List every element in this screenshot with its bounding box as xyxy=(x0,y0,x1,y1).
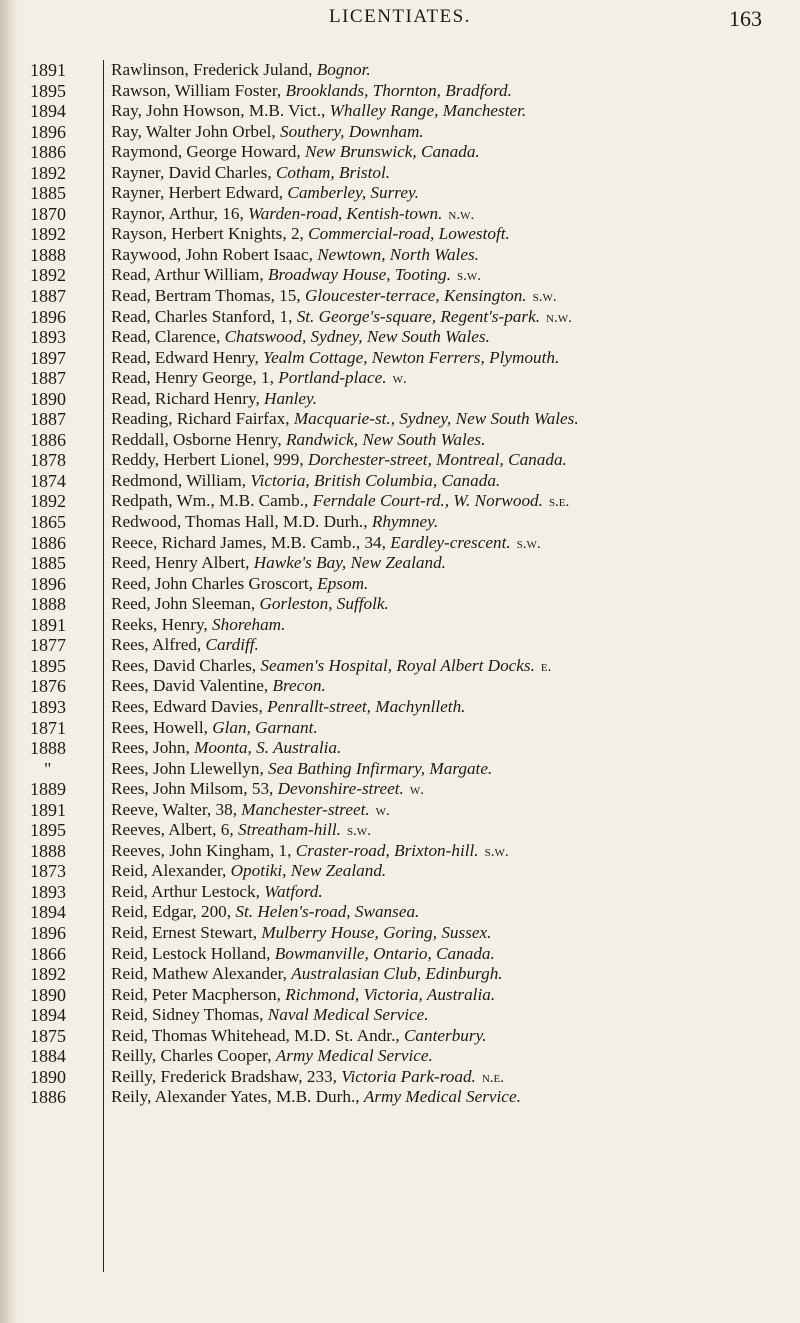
entry-address: Victoria, British Columbia, Canada. xyxy=(250,470,501,490)
list-item xyxy=(0,1046,800,1067)
entry-name: Reddall, Osborne Henry, xyxy=(111,429,287,449)
entry-text xyxy=(111,224,789,246)
entry-year: 1873 xyxy=(30,861,66,882)
entry-name: Redwood, Thomas Hall, M.D. Durh., xyxy=(111,512,372,532)
entry-postal-district: n.w. xyxy=(546,309,572,326)
entry-address: Ferndale Court-rd., W. Norwood. xyxy=(312,491,543,511)
entry-year: 1896 xyxy=(30,922,66,943)
entry-name: Reeve, Walter, 38, xyxy=(111,799,242,819)
entry-year: 1892 xyxy=(30,491,66,512)
list-item xyxy=(0,615,800,636)
entry-text xyxy=(111,676,789,698)
entry-text xyxy=(111,327,789,349)
entry-address: Randwick, New South Wales. xyxy=(286,429,486,449)
entry-text xyxy=(111,101,789,123)
list-item xyxy=(0,512,800,533)
entry-text xyxy=(111,944,789,966)
entry-text xyxy=(111,163,789,185)
list-item xyxy=(0,841,800,862)
entry-text xyxy=(111,1067,789,1089)
entry-text xyxy=(111,512,789,534)
entry-year: 1887 xyxy=(30,286,66,307)
entry-text xyxy=(111,307,789,329)
entry-year: " xyxy=(44,758,52,779)
entry-text xyxy=(111,286,789,308)
entry-text xyxy=(111,245,789,267)
entry-text xyxy=(111,615,789,637)
list-item xyxy=(0,101,800,122)
entry-text xyxy=(111,841,789,863)
entry-name: Read, Arthur William, xyxy=(111,265,268,285)
entry-address: Mulberry House, Goring, Sussex. xyxy=(261,922,492,942)
entry-text xyxy=(111,985,789,1007)
entry-address: Army Medical Service. xyxy=(363,1087,521,1107)
entry-text xyxy=(111,882,789,904)
entry-address: Canterbury. xyxy=(403,1025,487,1045)
list-item xyxy=(0,779,800,800)
list-item xyxy=(0,307,800,328)
list-item xyxy=(0,800,800,821)
list-item xyxy=(0,122,800,143)
entry-year: 1894 xyxy=(30,1005,66,1026)
entry-year: 1886 xyxy=(30,429,66,450)
entry-name: Reed, Henry Albert, xyxy=(111,553,254,573)
entry-address: Naval Medical Service. xyxy=(267,1005,429,1025)
entry-address: Craster-road, Brixton-hill. xyxy=(295,840,479,860)
entry-year: 1893 xyxy=(30,696,66,717)
entry-name: Raynor, Arthur, 16, xyxy=(111,203,249,223)
list-item xyxy=(0,471,800,492)
entry-postal-district: e. xyxy=(540,658,552,675)
entry-year: 1886 xyxy=(30,1087,66,1108)
entry-address: Shoreham. xyxy=(212,614,286,634)
entry-name: Read, Bertram Thomas, 15, xyxy=(111,286,305,306)
entry-name: Rees, David Charles, xyxy=(111,655,261,675)
entry-name: Reid, Ernest Stewart, xyxy=(111,922,262,942)
entry-address: Gorleston, Suffolk. xyxy=(259,594,389,614)
entry-name: Reid, Sidney Thomas, xyxy=(111,1005,268,1025)
entry-address: Streatham-hill. xyxy=(237,820,341,840)
entry-address: Warden-road, Kentish-town. xyxy=(248,203,443,223)
entry-text xyxy=(111,60,789,82)
list-item xyxy=(0,656,800,677)
entry-year: 1892 xyxy=(30,964,66,985)
entry-year: 1892 xyxy=(30,224,66,245)
entry-text xyxy=(111,718,789,740)
entry-address: New Brunswick, Canada. xyxy=(304,142,480,162)
entry-text xyxy=(111,368,789,390)
running-title: LICENTIATES. xyxy=(328,6,471,27)
entry-text xyxy=(111,1087,789,1109)
entry-text xyxy=(111,183,789,205)
entry-text xyxy=(111,533,789,555)
entry-address: Macquarie-st., Sydney, New South Wales. xyxy=(293,409,579,429)
entry-address: Seamen's Hospital, Royal Albert Docks. xyxy=(260,655,535,675)
entry-text xyxy=(111,1026,789,1048)
list-item xyxy=(0,430,800,451)
entry-address: Brooklands, Thornton, Bradford. xyxy=(285,80,512,100)
entry-name: Rees, John Milsom, 53, xyxy=(111,779,278,799)
list-item xyxy=(0,163,800,184)
entry-address: Gloucester-terrace, Kensington. xyxy=(304,286,527,306)
entry-postal-district: s.w. xyxy=(516,535,541,552)
list-item xyxy=(0,1087,800,1108)
entry-year: 1870 xyxy=(30,203,66,224)
entry-address: Hanley. xyxy=(264,388,318,408)
entry-address: Southery, Downham. xyxy=(280,121,424,141)
entry-address: Richmond, Victoria, Australia. xyxy=(285,984,496,1004)
entry-name: Reeks, Henry, xyxy=(111,614,213,634)
entry-year: 1888 xyxy=(30,840,66,861)
entry-year: 1876 xyxy=(30,676,66,697)
entry-year: 1894 xyxy=(30,902,66,923)
entry-text xyxy=(111,923,789,945)
entry-year: 1875 xyxy=(30,1025,66,1046)
entry-text xyxy=(111,348,789,370)
entry-year: 1886 xyxy=(30,532,66,553)
entry-name: Reeves, Albert, 6, xyxy=(111,820,238,840)
entry-year: 1887 xyxy=(30,409,66,430)
entry-postal-district: w. xyxy=(375,802,390,819)
entry-text xyxy=(111,902,789,924)
entry-postal-district: s.w. xyxy=(457,268,482,285)
entry-address: Rhymney. xyxy=(371,512,439,532)
entry-address: Army Medical Service. xyxy=(275,1046,433,1066)
entry-text xyxy=(111,594,789,616)
entry-name: Reilly, Charles Cooper, xyxy=(111,1046,276,1066)
list-item xyxy=(0,265,800,286)
entry-address: Penrallt-street, Machynlleth. xyxy=(267,696,466,716)
entry-year: 1895 xyxy=(30,820,66,841)
entry-name: Reeves, John Kingham, 1, xyxy=(111,840,296,860)
entry-name: Reid, Lestock Holland, xyxy=(111,943,275,963)
entry-name: Reid, Arthur Lestock, xyxy=(111,881,265,901)
entry-year: 1891 xyxy=(30,614,66,635)
entry-text xyxy=(111,389,789,411)
entry-address: St. George's-square, Regent's-park. xyxy=(296,306,540,326)
entry-year: 1888 xyxy=(30,738,66,759)
list-item xyxy=(0,718,800,739)
entry-text xyxy=(111,635,789,657)
entry-name: Rees, John Llewellyn, xyxy=(111,758,269,778)
list-item xyxy=(0,923,800,944)
entry-text xyxy=(111,759,789,781)
entry-name: Read, Edward Henry, xyxy=(111,347,264,367)
entry-text xyxy=(111,1005,789,1027)
entry-year: 1892 xyxy=(30,265,66,286)
entry-address: Manchester-street. xyxy=(241,799,370,819)
entry-address: Devonshire-street. xyxy=(277,779,404,799)
entry-name: Rawlinson, Frederick Juland, xyxy=(111,60,317,79)
entry-year: 1886 xyxy=(30,142,66,163)
entry-year: 1896 xyxy=(30,306,66,327)
entry-address: Opotiki, New Zealand. xyxy=(230,861,387,881)
entry-postal-district: s.w. xyxy=(532,289,557,306)
entry-name: Rees, Howell, xyxy=(111,717,213,737)
entry-year: 1895 xyxy=(30,80,66,101)
entry-text xyxy=(111,430,789,452)
entry-text xyxy=(111,964,789,986)
list-item xyxy=(0,60,800,81)
entry-year: 1890 xyxy=(30,984,66,1005)
list-item xyxy=(0,224,800,245)
entry-address: Brecon. xyxy=(272,676,326,696)
list-item xyxy=(0,327,800,348)
entry-name: Rayson, Herbert Knights, 2, xyxy=(111,224,309,244)
entry-address: Yealm Cottage, Newton Ferrers, Plymouth. xyxy=(263,347,560,367)
entry-text xyxy=(111,265,789,287)
entry-text xyxy=(111,861,789,883)
entry-address: Whalley Range, Manchester. xyxy=(329,101,527,121)
entry-year: 1874 xyxy=(30,470,66,491)
entry-year: 1892 xyxy=(30,162,66,183)
entry-address: Moonta, S. Australia. xyxy=(194,738,342,758)
entry-address: Newtown, North Wales. xyxy=(317,244,479,264)
list-item xyxy=(0,1067,800,1088)
entry-name: Rayner, David Charles, xyxy=(111,162,276,182)
entry-year: 1885 xyxy=(30,553,66,574)
entry-year: 1891 xyxy=(30,799,66,820)
entry-name: Reid, Edgar, 200, xyxy=(111,902,236,922)
entry-year: 1888 xyxy=(30,594,66,615)
list-item xyxy=(0,245,800,266)
entry-year: 1894 xyxy=(30,101,66,122)
entry-year: 1878 xyxy=(30,450,66,471)
entry-name: Reed, John Sleeman, xyxy=(111,594,260,614)
list-item xyxy=(0,81,800,102)
entry-text xyxy=(111,450,789,472)
entry-year: 1890 xyxy=(30,388,66,409)
entry-name: Rees, David Valentine, xyxy=(111,676,273,696)
entry-name: Read, Charles Stanford, 1, xyxy=(111,306,297,326)
entry-year: 1896 xyxy=(30,121,66,142)
entry-name: Reading, Richard Fairfax, xyxy=(111,409,294,429)
entry-year: 1884 xyxy=(30,1046,66,1067)
page-number: 163 xyxy=(729,6,762,31)
entry-postal-district: s.e. xyxy=(548,494,570,511)
list-item xyxy=(0,553,800,574)
entry-text xyxy=(111,491,789,513)
entry-text xyxy=(111,800,789,822)
entry-name: Read, Richard Henry, xyxy=(111,388,265,408)
entry-year: 1893 xyxy=(30,327,66,348)
entry-name: Rawson, William Foster, xyxy=(111,80,286,100)
entry-year: 1887 xyxy=(30,368,66,389)
entry-year: 1877 xyxy=(30,635,66,656)
entry-name: Read, Henry George, 1, xyxy=(111,368,279,388)
entry-postal-district: s.w. xyxy=(346,823,371,840)
entry-address: Sea Bathing Infirmary, Margate. xyxy=(268,758,493,778)
entry-address: Cotham, Bristol. xyxy=(275,162,391,182)
list-item xyxy=(0,409,800,430)
entry-name: Reid, Peter Macpherson, xyxy=(111,984,286,1004)
entry-text xyxy=(111,122,789,144)
entry-address: St. Helen's-road, Swansea. xyxy=(235,902,420,922)
list-item xyxy=(0,348,800,369)
entry-year: 1897 xyxy=(30,347,66,368)
entry-name: Rees, Edward Davies, xyxy=(111,696,268,716)
entry-text xyxy=(111,697,789,719)
entry-year: 1889 xyxy=(30,779,66,800)
licentiates-list xyxy=(0,60,800,1108)
entry-address: Camberley, Surrey. xyxy=(287,183,419,203)
entry-name: Raymond, George Howard, xyxy=(111,142,305,162)
entry-text xyxy=(111,81,789,103)
entry-address: Australasian Club, Edinburgh. xyxy=(291,964,503,984)
entry-address: Commercial-road, Lowestoft. xyxy=(308,224,510,244)
list-item xyxy=(0,204,800,225)
entry-address: Broadway House, Tooting. xyxy=(268,265,452,285)
entry-address: Victoria Park-road. xyxy=(341,1066,476,1086)
entry-text xyxy=(111,553,789,575)
entry-address: Cardiff. xyxy=(205,635,259,655)
entry-address: Eardley-crescent. xyxy=(390,532,511,552)
entry-name: Ray, Walter John Orbel, xyxy=(111,121,281,141)
entry-year: 1890 xyxy=(30,1066,66,1087)
entry-address: Bognor. xyxy=(316,60,371,79)
entry-address: Chatswood, Sydney, New South Wales. xyxy=(224,327,490,347)
entry-text xyxy=(111,820,789,842)
entry-year: 1888 xyxy=(30,244,66,265)
entry-name: Raywood, John Robert Isaac, xyxy=(111,244,318,264)
entry-text xyxy=(111,409,789,431)
list-item xyxy=(0,882,800,903)
entry-name: Redmond, William, xyxy=(111,470,251,490)
entry-address: Portland-place. xyxy=(278,368,387,388)
list-item xyxy=(0,533,800,554)
entry-name: Reed, John Charles Groscort, xyxy=(111,573,318,593)
list-item xyxy=(0,491,800,512)
entry-name: Read, Clarence, xyxy=(111,327,225,347)
list-item xyxy=(0,574,800,595)
entry-text xyxy=(111,1046,789,1068)
list-item xyxy=(0,635,800,656)
entry-text xyxy=(111,779,789,801)
list-item xyxy=(0,676,800,697)
list-item xyxy=(0,697,800,718)
entry-year: 1865 xyxy=(30,512,66,533)
entry-text xyxy=(111,656,789,678)
entry-text xyxy=(111,204,789,226)
entry-name: Ray, John Howson, M.B. Vict., xyxy=(111,101,330,121)
list-item xyxy=(0,944,800,965)
entry-postal-district: w. xyxy=(392,371,407,388)
entry-address: Dorchester-street, Montreal, Canada. xyxy=(307,450,567,470)
entry-name: Rayner, Herbert Edward, xyxy=(111,183,288,203)
entry-year: 1871 xyxy=(30,717,66,738)
entry-text xyxy=(111,574,789,596)
entry-address: Hawke's Bay, New Zealand. xyxy=(253,553,446,573)
list-item xyxy=(0,286,800,307)
entry-year: 1891 xyxy=(30,60,66,80)
entry-name: Reddy, Herbert Lionel, 999, xyxy=(111,450,308,470)
list-item xyxy=(0,594,800,615)
list-item xyxy=(0,738,800,759)
entry-year: 1895 xyxy=(30,655,66,676)
entry-name: Reilly, Frederick Bradshaw, 233, xyxy=(111,1066,342,1086)
entry-text xyxy=(111,142,789,164)
entry-address: Bowmanville, Ontario, Canada. xyxy=(274,943,495,963)
list-item xyxy=(0,368,800,389)
list-item xyxy=(0,861,800,882)
entry-year: 1893 xyxy=(30,881,66,902)
entry-name: Rees, John, xyxy=(111,738,195,758)
list-item xyxy=(0,759,800,780)
entry-name: Reid, Alexander, xyxy=(111,861,231,881)
list-item xyxy=(0,820,800,841)
entry-text xyxy=(111,471,789,493)
entry-year: 1885 xyxy=(30,183,66,204)
entry-postal-district: n.w. xyxy=(448,206,475,223)
entry-name: Redpath, Wm., M.B. Camb., xyxy=(111,491,313,511)
entry-name: Reid, Mathew Alexander, xyxy=(111,964,292,984)
list-item xyxy=(0,389,800,410)
list-item xyxy=(0,902,800,923)
entry-text xyxy=(111,738,789,760)
entry-name: Reid, Thomas Whitehead, M.D. St. Andr., xyxy=(111,1025,404,1045)
list-item xyxy=(0,964,800,985)
list-item xyxy=(0,985,800,1006)
entry-year: 1896 xyxy=(30,573,66,594)
entry-name: Reily, Alexander Yates, M.B. Durh., xyxy=(111,1087,364,1107)
list-item xyxy=(0,1026,800,1047)
list-item xyxy=(0,450,800,471)
list-item xyxy=(0,1005,800,1026)
entry-name: Rees, Alfred, xyxy=(111,635,206,655)
list-item xyxy=(0,142,800,163)
entry-postal-district: s.w. xyxy=(484,843,509,860)
entry-postal-district: w. xyxy=(409,782,424,799)
entry-name: Reece, Richard James, M.B. Camb., 34, xyxy=(111,532,391,552)
page-header xyxy=(0,6,800,36)
entry-address: Glan, Garnant. xyxy=(212,717,318,737)
entry-year: 1866 xyxy=(30,943,66,964)
entry-address: Epsom. xyxy=(317,573,369,593)
entry-address: Watford. xyxy=(264,881,323,901)
entry-postal-district: n.e. xyxy=(481,1069,505,1086)
list-item xyxy=(0,183,800,204)
